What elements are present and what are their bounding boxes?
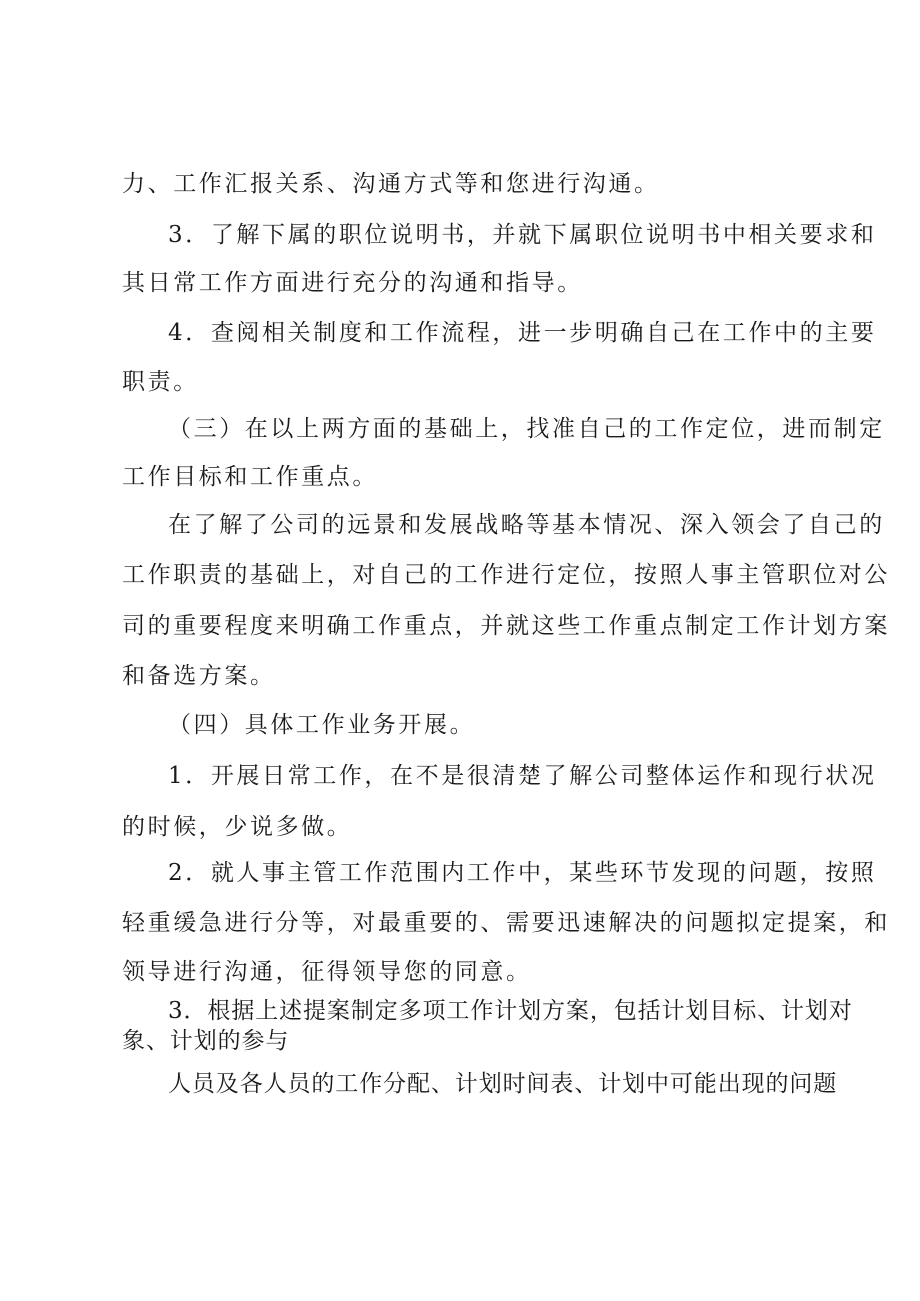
paragraph-line: 4．查阅相关制度和工作流程，进一步明确自己在工作中的主要 [168, 320, 877, 346]
paragraph-line: 职责。 [122, 369, 199, 395]
paragraph-line: 领导进行沟通，征得领导您的同意。 [122, 959, 532, 985]
paragraph-line: 和备选方案。 [122, 663, 276, 689]
section-heading-line: （三）在以上两方面的基础上，找准自己的工作定位，进而制定 [168, 416, 885, 442]
paragraph-line: 3．根据上述提案制定多项工作计划方案，包括计划目标、计划对 [168, 998, 853, 1024]
paragraph-line: 人员及各人员的工作分配、计划时间表、计划中可能出现的问题 [168, 1071, 838, 1097]
paragraph-line: 1．开展日常工作，在不是很清楚了解公司整体运作和现行状况 [168, 763, 877, 789]
paragraph-line: 其日常工作方面进行充分的沟通和指导。 [122, 270, 583, 296]
paragraph-line: 工作职责的基础上，对自己的工作进行定位，按照人事主管职位对公 [122, 562, 890, 588]
paragraph-line: 2．就人事主管工作范围内工作中，某些环节发现的问题，按照 [168, 860, 877, 886]
paragraph-line: 轻重缓急进行分等，对最重要的、需要迅速解决的问题拟定提案，和 [122, 910, 890, 936]
paragraph-line: 的时候，少说多做。 [122, 814, 353, 840]
paragraph-line: 司的重要程度来明确工作重点，并就这些工作重点制定工作计划方案 [122, 613, 890, 639]
paragraph-line: 3．了解下属的职位说明书，并就下属职位说明书中相关要求和 [168, 222, 877, 248]
paragraph-line: 力、工作汇报关系、沟通方式等和您进行沟通。 [122, 171, 660, 197]
section-heading-line: （四）具体工作业务开展。 [168, 712, 476, 738]
paragraph-line: 在了解了公司的远景和发展战略等基本情况、深入领会了自己的 [168, 512, 885, 538]
paragraph-line: 象、计划的参与 [122, 1028, 290, 1054]
section-heading-line: 工作目标和工作重点。 [122, 464, 378, 490]
